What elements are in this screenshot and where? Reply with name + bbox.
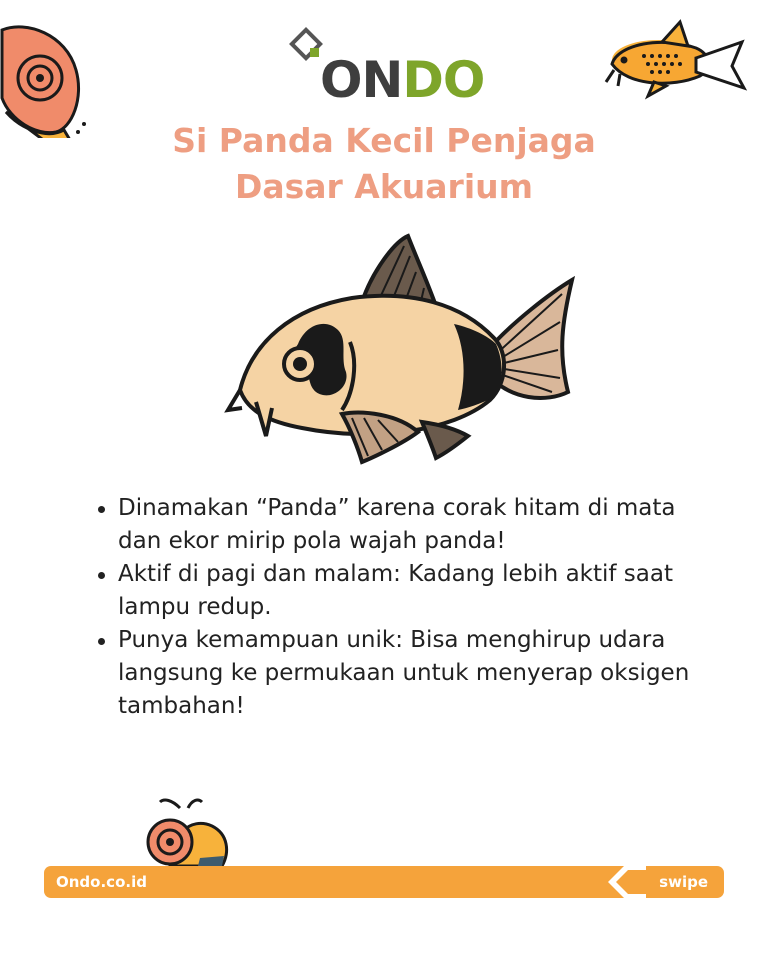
page-title-line1: Si Panda Kecil Penjaga bbox=[172, 121, 596, 160]
panda-corydoras-fish-illustration bbox=[222, 232, 582, 472]
bullet-icon bbox=[98, 638, 105, 645]
footer-site-link[interactable]: Ondo.co.id bbox=[56, 873, 147, 891]
brand-wordmark bbox=[320, 52, 484, 108]
page-title-line2: Dasar Akuarium bbox=[234, 167, 534, 206]
brand-logo bbox=[288, 22, 488, 109]
swipe-button[interactable]: swipe bbox=[659, 873, 708, 891]
footer-bar bbox=[44, 866, 724, 898]
bullet-icon bbox=[98, 572, 105, 579]
brand-name-part2: DO bbox=[402, 51, 485, 109]
list-item bbox=[96, 624, 716, 723]
fact-text: Punya kemampuan unik: Bisa menghirup udara langsung ke permukaan untuk menyerap oksigen tambahan! bbox=[118, 627, 690, 719]
page-title bbox=[0, 118, 768, 210]
fact-text: Aktif di pagi dan malam: Kadang lebih aktif saat lampu redup. bbox=[118, 561, 673, 620]
fact-text: Dinamakan “Panda” karena corak hitam di mata dan ekor mirip pola wajah panda! bbox=[118, 495, 676, 554]
brand-name-part1: ON bbox=[320, 51, 403, 109]
chevron-left-icon bbox=[606, 866, 646, 898]
spotted-fish-illustration-top-right bbox=[592, 16, 752, 108]
list-item bbox=[96, 492, 716, 558]
snail-illustration-bottom bbox=[140, 796, 232, 870]
bullet-icon bbox=[98, 506, 105, 513]
list-item bbox=[96, 558, 716, 624]
fact-list bbox=[96, 492, 716, 723]
